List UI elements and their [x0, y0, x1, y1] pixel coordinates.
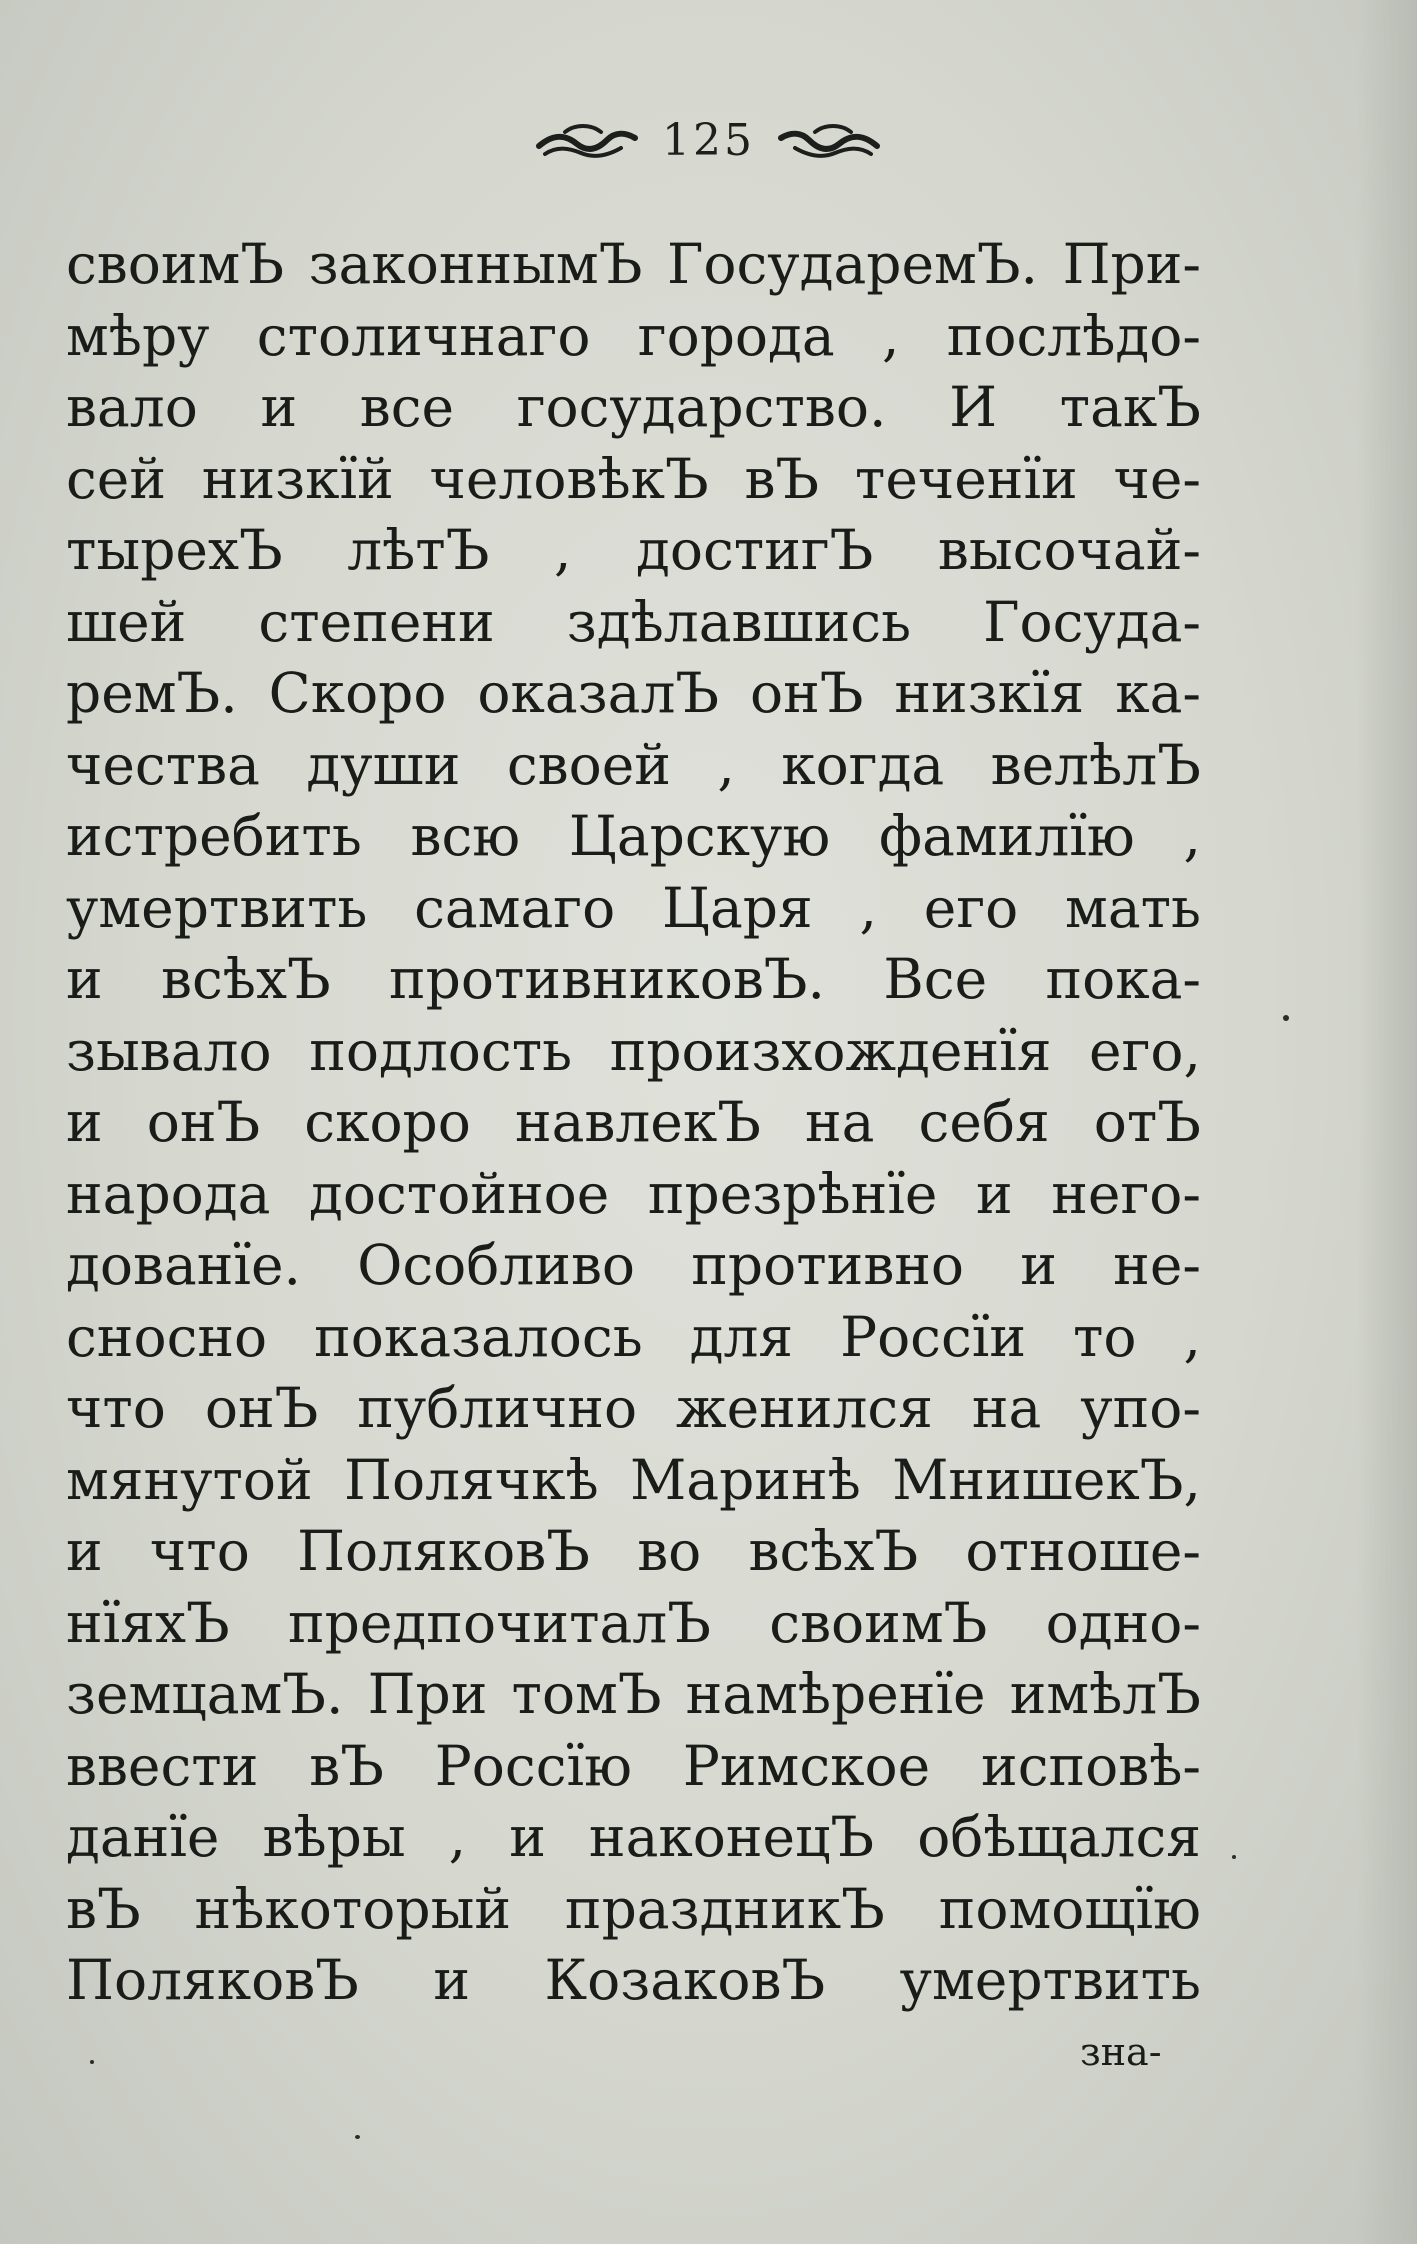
word: вЪ	[744, 446, 820, 511]
word: дованїе.	[66, 1233, 302, 1297]
word: что	[66, 1376, 166, 1440]
word: чества	[66, 732, 260, 797]
word: ,	[553, 518, 572, 582]
text-line	[66, 1448, 1201, 1520]
word: произхожденїя	[609, 1018, 1052, 1083]
word: имѣлЪ	[1009, 1662, 1201, 1726]
word: и	[66, 1519, 103, 1583]
text-line	[66, 1734, 1201, 1806]
word: мѣру	[66, 303, 210, 368]
word: упо-	[1080, 1376, 1201, 1440]
text-line	[66, 733, 1201, 805]
word: отноше-	[965, 1519, 1201, 1583]
word: оказалЪ	[477, 661, 720, 725]
word: послѣдо-	[946, 303, 1201, 368]
word: одно-	[1045, 1590, 1201, 1655]
word: для	[689, 1304, 794, 1369]
word: теченїи	[854, 446, 1078, 511]
word: и	[66, 1090, 103, 1154]
word: низкїй	[201, 446, 394, 511]
word: пока-	[1045, 947, 1201, 1011]
word: Полячкѣ	[344, 1447, 599, 1512]
word: вало	[66, 375, 198, 439]
word: нѣкоторый	[194, 1876, 512, 1941]
word: то	[1073, 1304, 1137, 1369]
word: во	[637, 1519, 702, 1583]
word: нїяхЪ	[66, 1590, 230, 1655]
word: своимЪ	[66, 232, 285, 296]
word: КозаковЪ	[544, 1948, 826, 2012]
word: Царскую	[568, 804, 831, 868]
word: ,	[1183, 804, 1201, 868]
word: ремЪ.	[66, 661, 238, 725]
word: своей	[506, 732, 671, 797]
word: И	[949, 375, 998, 439]
word: столичнаго	[256, 303, 591, 368]
word: онЪ	[146, 1090, 261, 1154]
body-text	[66, 232, 1201, 2020]
word: города	[637, 303, 835, 368]
page-header	[0, 105, 1417, 175]
text-line	[66, 947, 1201, 1019]
word: и	[509, 1805, 546, 1869]
word: когда	[781, 732, 945, 797]
word: праздникЪ	[564, 1876, 885, 1941]
word: истребить	[66, 804, 362, 868]
catchword: зна-	[1080, 2030, 1162, 2074]
word: всѣхЪ	[748, 1519, 919, 1583]
word: навлекЪ	[514, 1090, 761, 1154]
paper-speck	[355, 2135, 360, 2139]
text-line	[66, 232, 1201, 304]
word: шей	[66, 589, 187, 654]
word: и	[433, 1948, 471, 2012]
text-line	[66, 661, 1201, 733]
word: Все	[883, 947, 988, 1011]
word: умертвить	[899, 1948, 1201, 2012]
text-line	[66, 1305, 1201, 1377]
word: ввести	[66, 1733, 259, 1798]
word: что	[149, 1519, 250, 1583]
text-line	[66, 1591, 1201, 1663]
word: предпочиталЪ	[288, 1590, 711, 1655]
word: своимЪ	[769, 1590, 988, 1655]
word: фамилїю	[879, 804, 1135, 868]
word: томЪ	[511, 1662, 662, 1726]
word: и	[1020, 1233, 1057, 1297]
word: исповѣ-	[981, 1733, 1201, 1798]
paper-speck	[1232, 1855, 1236, 1859]
word: высочай-	[937, 518, 1201, 582]
word: велѣлЪ	[990, 732, 1201, 797]
word: Россїи	[840, 1304, 1027, 1369]
word: все	[359, 375, 455, 439]
text-line	[66, 1376, 1201, 1448]
word: низкїя	[894, 661, 1085, 725]
word: помощїю	[938, 1876, 1201, 1941]
word: на	[805, 1090, 875, 1154]
word: противниковЪ.	[389, 947, 825, 1011]
text-line	[66, 375, 1201, 447]
word: Россїю	[434, 1733, 632, 1798]
word: Царя	[662, 875, 813, 940]
word: и	[976, 1161, 1013, 1226]
word: достигЪ	[635, 518, 874, 582]
word: человѣкЪ	[429, 446, 709, 511]
word: законнымЪ	[308, 232, 643, 296]
word: и	[66, 947, 103, 1011]
word: государство.	[516, 375, 887, 439]
word: и	[260, 375, 298, 439]
word: здѣлавшись	[566, 589, 912, 654]
word: ,	[881, 303, 900, 368]
word: публично	[357, 1376, 638, 1440]
paper-speck	[1283, 1015, 1289, 1021]
word: ,	[448, 1805, 467, 1869]
text-line	[66, 1233, 1201, 1305]
text-line	[66, 1877, 1201, 1949]
word: его	[923, 875, 1019, 940]
word: тырехЪ	[66, 518, 283, 582]
word: отЪ	[1093, 1090, 1201, 1154]
text-line	[66, 518, 1201, 590]
word: него-	[1051, 1161, 1201, 1226]
word: вѣры	[262, 1805, 406, 1869]
word: противно	[691, 1233, 965, 1297]
word: ГосударемЪ.	[666, 232, 1039, 296]
word: онЪ	[749, 661, 864, 725]
word: наконецЪ	[588, 1805, 875, 1869]
word: такЪ	[1059, 375, 1201, 439]
text-line	[66, 876, 1201, 948]
page-edge-shadow	[1357, 0, 1417, 2244]
word: показалось	[314, 1304, 643, 1369]
word: народа	[66, 1161, 271, 1226]
word: намѣренїе	[685, 1662, 986, 1726]
text-line	[66, 447, 1201, 519]
word: ПоляковЪ	[66, 1948, 359, 2012]
word: мянутой	[66, 1447, 313, 1512]
text-line	[66, 1162, 1201, 1234]
word: Маринѣ	[629, 1447, 861, 1512]
text-line	[66, 804, 1201, 876]
word: сей	[66, 446, 167, 511]
text-line	[66, 1019, 1201, 1091]
word: Римское	[682, 1733, 931, 1798]
word: ка-	[1115, 661, 1201, 725]
text-line	[66, 1805, 1201, 1877]
paper-speck	[90, 2060, 94, 2064]
word: ,	[859, 875, 877, 940]
text-line	[66, 1519, 1201, 1591]
word: вЪ	[66, 1876, 141, 1941]
word: самаго	[414, 875, 616, 940]
word: МнишекЪ,	[892, 1447, 1201, 1512]
word: обѣщался	[917, 1805, 1201, 1869]
word: всю	[410, 804, 521, 868]
word: достойное	[309, 1161, 610, 1226]
word: че-	[1113, 446, 1201, 511]
flourish-right-icon	[777, 120, 882, 160]
word: онЪ	[204, 1376, 319, 1440]
word: При-	[1062, 232, 1201, 296]
word: всѣхЪ	[161, 947, 331, 1011]
word: себя	[918, 1090, 1050, 1154]
word: мать	[1065, 875, 1201, 940]
flourish-left-icon	[535, 120, 640, 160]
word: лѣтЪ	[347, 518, 490, 582]
word: данїе	[66, 1805, 220, 1869]
text-line	[66, 1948, 1201, 2020]
word: на	[971, 1376, 1042, 1440]
word: презрѣнїе	[647, 1161, 938, 1226]
word: степени	[258, 589, 495, 654]
word: ,	[717, 732, 735, 797]
word: женился	[676, 1376, 933, 1440]
word: Госуда-	[983, 589, 1201, 654]
word: подлость	[309, 1018, 573, 1083]
word: его,	[1089, 1018, 1201, 1083]
word: При	[367, 1662, 488, 1726]
word: скоро	[304, 1090, 471, 1154]
word: земцамЪ.	[66, 1662, 344, 1726]
text-line	[66, 1090, 1201, 1162]
word: ,	[1183, 1304, 1201, 1369]
page-number: 125	[662, 114, 755, 166]
text-line	[66, 1662, 1201, 1734]
word: души	[306, 732, 461, 797]
word: сносно	[66, 1304, 268, 1369]
word: ПоляковЪ	[297, 1519, 590, 1583]
word: зывало	[66, 1018, 272, 1083]
word: Скоро	[268, 661, 447, 725]
word: Особливо	[357, 1233, 636, 1297]
word: не-	[1113, 1233, 1201, 1297]
word: умертвить	[66, 875, 368, 940]
text-line	[66, 590, 1201, 662]
word: вЪ	[309, 1733, 384, 1798]
text-line	[66, 304, 1201, 376]
